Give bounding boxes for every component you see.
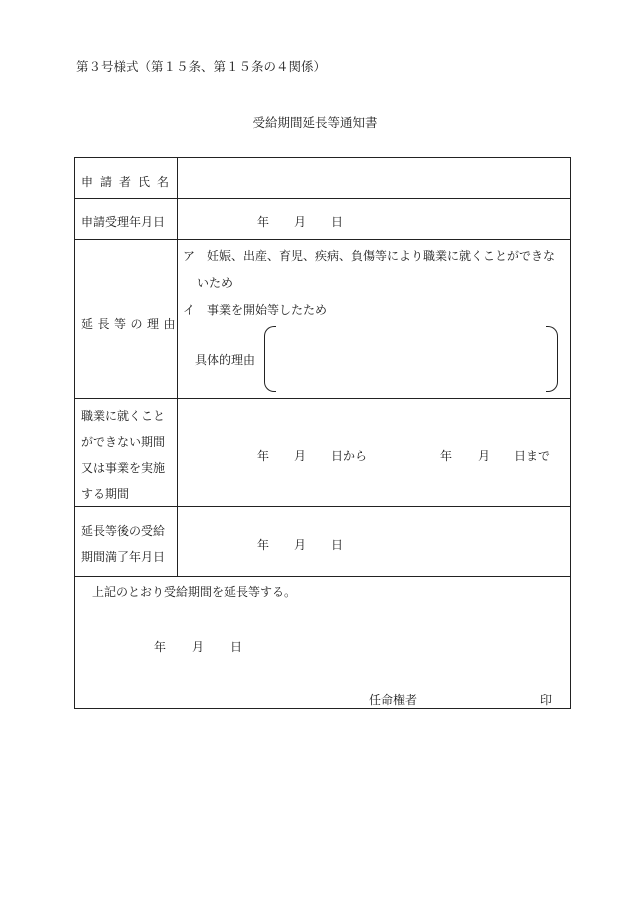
detail-reason-field[interactable] — [278, 330, 544, 388]
extended-expiry-label-line: 期間満了年月日 — [81, 550, 166, 564]
extended-expiry-label-line: 延長等後の受給 — [81, 524, 166, 538]
row-divider — [74, 506, 571, 507]
extended-year-unit: 年 — [257, 538, 270, 552]
row-divider — [74, 198, 571, 199]
period-start-day-suffix: 日から — [331, 449, 368, 463]
right-bracket — [546, 326, 558, 392]
row-divider — [74, 576, 571, 577]
row-divider — [74, 239, 571, 240]
period-label-line: 職業に就くこと — [81, 409, 166, 423]
period-start-year-unit: 年 — [257, 449, 270, 463]
received-day-unit: 日 — [331, 215, 344, 229]
period-label-line: 又は事業を実施 — [81, 461, 166, 475]
reason-option-b: イ 事業を開始等したため — [183, 303, 328, 317]
reason-label: 延長等の理由 — [81, 317, 181, 331]
seal-mark: 印 — [540, 693, 553, 707]
period-label-line: ができない期間 — [81, 435, 166, 449]
document-title: 受給期間延長等通知書 — [252, 115, 378, 130]
reason-option-a-line1: ア 妊娠、出産、育児、疾病、負傷等により職業に就くことができな — [183, 249, 556, 263]
applicant-name-field[interactable] — [180, 160, 568, 196]
period-label-line: する期間 — [81, 487, 130, 501]
received-month-unit: 月 — [294, 215, 307, 229]
period-start-month-unit: 月 — [294, 449, 307, 463]
reason-option-a-line2: いため — [197, 276, 234, 290]
column-divider — [177, 157, 178, 576]
received-date-label: 申請受理年月日 — [81, 215, 166, 229]
period-end-year-unit: 年 — [440, 449, 453, 463]
period-end-day-suffix: 日まで — [514, 449, 551, 463]
received-year-unit: 年 — [257, 215, 270, 229]
detail-reason-label: 具体的理由 — [195, 353, 256, 367]
row-divider — [74, 398, 571, 399]
form-number: 第３号様式（第１５条、第１５条の４関係） — [76, 59, 327, 74]
notice-day-unit: 日 — [230, 640, 243, 654]
period-end-month-unit: 月 — [478, 449, 491, 463]
notice-month-unit: 月 — [192, 640, 205, 654]
notice-statement: 上記のとおり受給期間を延長等する。 — [92, 585, 297, 599]
notice-year-unit: 年 — [154, 640, 167, 654]
extended-month-unit: 月 — [294, 538, 307, 552]
extended-day-unit: 日 — [331, 538, 344, 552]
appointing-authority-label: 任命権者 — [369, 693, 418, 707]
applicant-name-label: 申請者氏名 — [81, 175, 177, 189]
left-bracket — [264, 326, 276, 392]
